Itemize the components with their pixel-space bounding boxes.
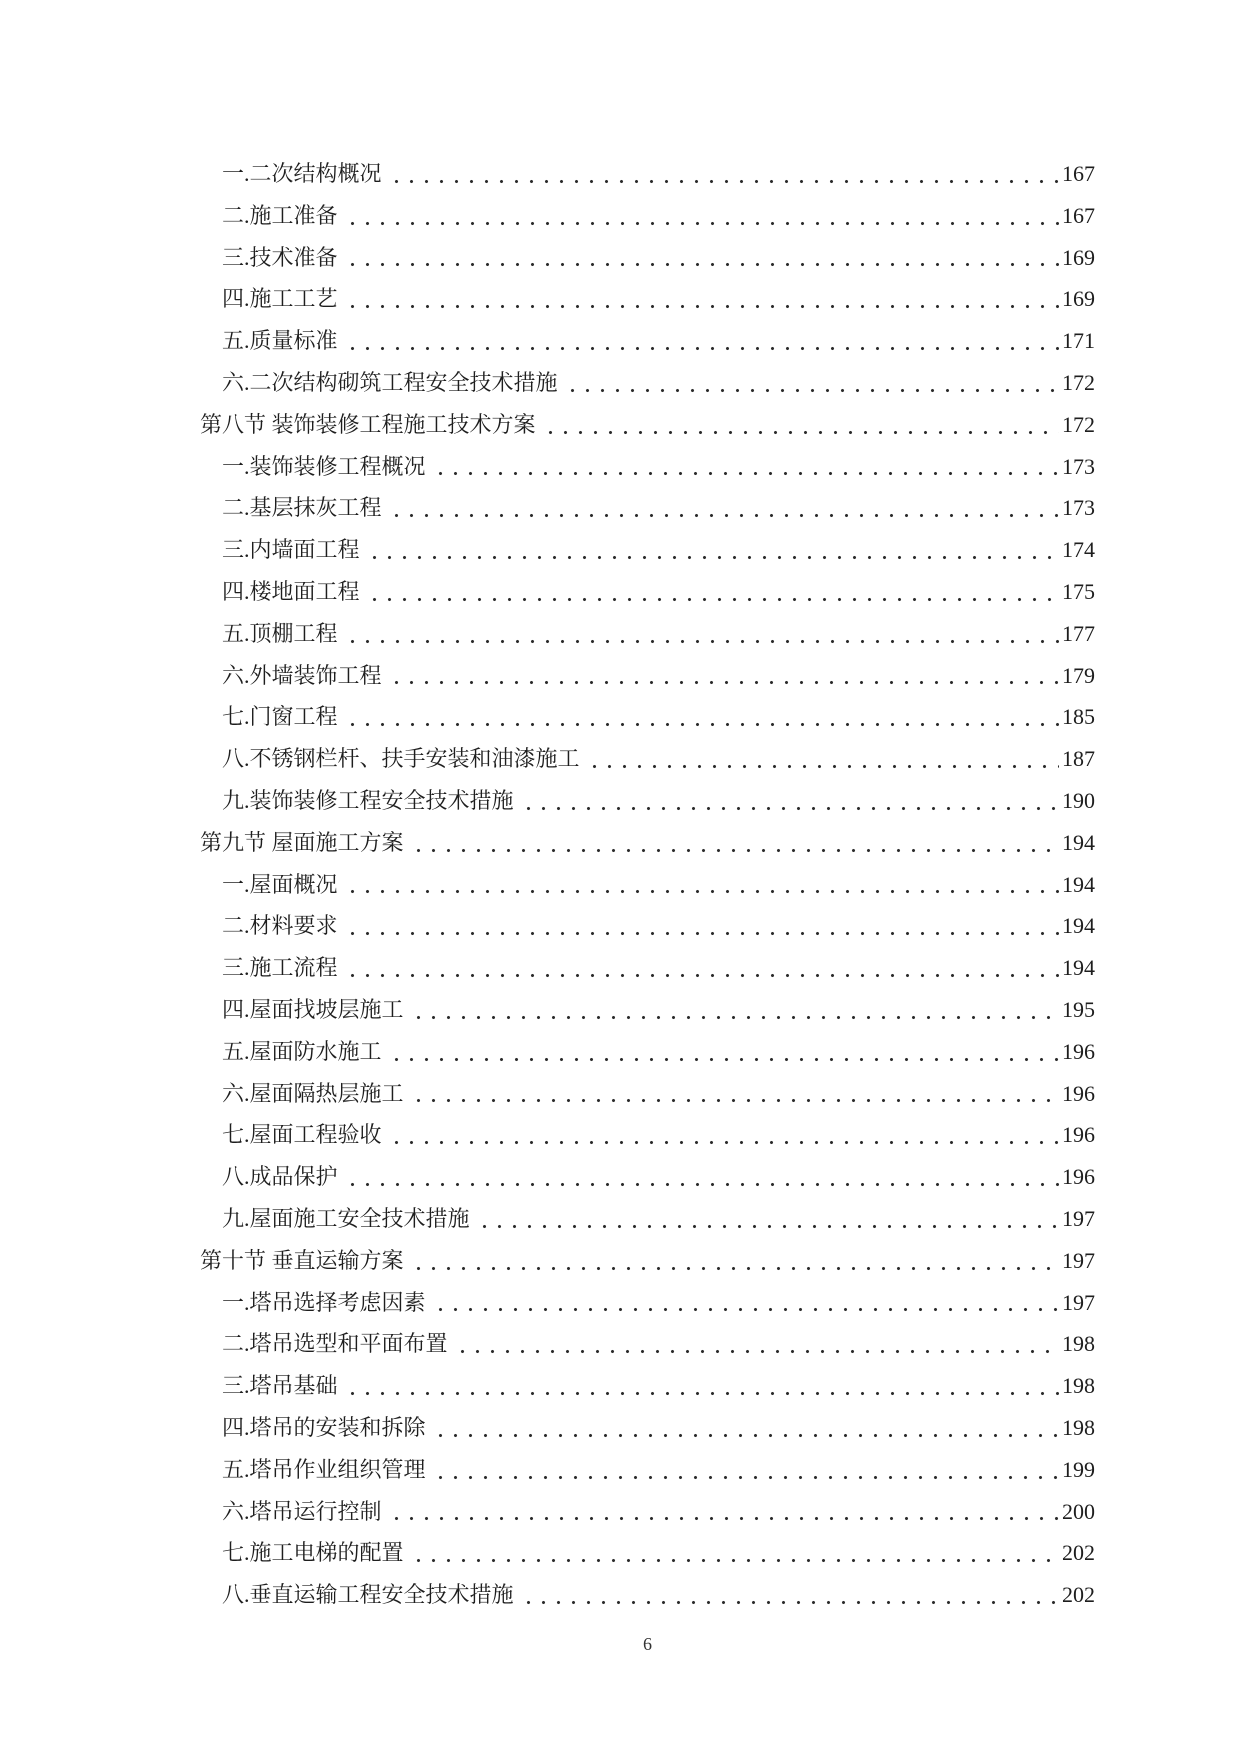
- toc-page-number: 202: [1062, 1582, 1095, 1608]
- toc-label: 六.外墙装饰工程: [222, 662, 382, 688]
- toc-dot-leader: [433, 1460, 1059, 1480]
- toc-entry: [200, 237, 1095, 279]
- toc-page-number: 179: [1062, 662, 1095, 688]
- toc-entry: [200, 1532, 1095, 1574]
- toc-page-number: 169: [1062, 286, 1095, 312]
- toc-label: 二.塔吊选型和平面布置: [222, 1331, 448, 1357]
- toc-entry: [200, 571, 1095, 613]
- page-number: 6: [643, 1634, 652, 1654]
- toc-dot-leader: [433, 456, 1059, 476]
- toc-dot-leader: [477, 1209, 1059, 1229]
- toc-entry: [200, 655, 1095, 697]
- toc-entry: [200, 487, 1095, 529]
- toc-entry: [200, 1282, 1095, 1324]
- toc-section-heading: [200, 404, 1095, 446]
- toc-entry: [200, 1114, 1095, 1156]
- toc-dot-leader: [345, 916, 1059, 936]
- toc-label: 五.质量标准: [222, 328, 338, 354]
- toc-page-number: 175: [1062, 578, 1095, 604]
- toc-label: 二.基层抹灰工程: [222, 495, 382, 521]
- toc-label: 五.塔吊作业组织管理: [222, 1456, 426, 1482]
- toc-dot-leader: [587, 749, 1059, 769]
- toc-label: 七.屋面工程验收: [222, 1122, 382, 1148]
- toc-label: 五.屋面防水施工: [222, 1038, 382, 1064]
- toc-entry: [200, 320, 1095, 362]
- toc-entry: [200, 696, 1095, 738]
- toc-dot-leader: [345, 331, 1059, 351]
- toc-label: 四.屋面找坡层施工: [222, 996, 404, 1022]
- toc-page-number: 194: [1062, 955, 1095, 981]
- toc-label: 四.塔吊的安装和拆除: [222, 1414, 426, 1440]
- toc-label: 六.屋面隔热层施工: [222, 1080, 404, 1106]
- toc-dot-leader: [389, 1042, 1059, 1062]
- toc-page-number: 171: [1062, 328, 1095, 354]
- toc-page-number: 172: [1062, 411, 1095, 437]
- toc-page-number: 197: [1062, 1289, 1095, 1315]
- toc-label: 八.垂直运输工程安全技术措施: [222, 1582, 514, 1608]
- toc-dot-leader: [521, 1585, 1059, 1605]
- toc-label: 三.技术准备: [222, 244, 338, 270]
- toc-label: 第八节 装饰装修工程施工技术方案: [200, 411, 536, 437]
- toc-dot-leader: [543, 415, 1059, 435]
- toc-dot-leader: [345, 874, 1059, 894]
- toc-label: 三.施工流程: [222, 955, 338, 981]
- toc-dot-leader: [411, 833, 1059, 853]
- toc-page-number: 173: [1062, 495, 1095, 521]
- toc-label: 二.施工准备: [222, 202, 338, 228]
- toc-page-number: 167: [1062, 161, 1095, 186]
- toc-page-number: 167: [1062, 202, 1095, 228]
- toc-page-number: 187: [1062, 746, 1095, 772]
- toc-page-number: 190: [1062, 787, 1095, 813]
- toc-label: 一.塔吊选择考虑因素: [222, 1289, 426, 1315]
- toc-page-number: 195: [1062, 996, 1095, 1022]
- toc-page-number: 194: [1062, 913, 1095, 939]
- toc-entry: [200, 1031, 1095, 1073]
- toc-entry: [200, 362, 1095, 404]
- toc-page-number: 196: [1062, 1038, 1095, 1064]
- toc-page-number: 196: [1062, 1080, 1095, 1106]
- toc-dot-leader: [389, 1125, 1059, 1145]
- toc-dot-leader: [345, 1167, 1059, 1187]
- toc-dot-leader: [389, 1501, 1059, 1521]
- table-of-contents: [200, 153, 1095, 1616]
- toc-label: 第十节 垂直运输方案: [200, 1247, 404, 1273]
- toc-page-number: 198: [1062, 1373, 1095, 1399]
- toc-entry: [200, 153, 1095, 195]
- toc-label: 四.施工工艺: [222, 286, 338, 312]
- toc-dot-leader: [433, 1292, 1059, 1312]
- toc-page-number: 198: [1062, 1331, 1095, 1357]
- toc-dot-leader: [389, 665, 1059, 685]
- toc-entry: [200, 613, 1095, 655]
- toc-page-number: 197: [1062, 1205, 1095, 1231]
- toc-dot-leader: [345, 1376, 1059, 1396]
- toc-label: 九.装饰装修工程安全技术措施: [222, 787, 514, 813]
- toc-page-number: 196: [1062, 1164, 1095, 1190]
- toc-dot-leader: [345, 624, 1059, 644]
- toc-dot-leader: [345, 707, 1059, 727]
- toc-dot-leader: [345, 247, 1059, 267]
- toc-label: 九.屋面施工安全技术措施: [222, 1205, 470, 1231]
- toc-label: 八.成品保护: [222, 1164, 338, 1190]
- toc-page-number: 197: [1062, 1247, 1095, 1273]
- toc-page-number: 199: [1062, 1456, 1095, 1482]
- toc-dot-leader: [455, 1334, 1059, 1354]
- toc-label: 三.塔吊基础: [222, 1373, 338, 1399]
- toc-page-number: 198: [1062, 1414, 1095, 1440]
- toc-label: 八.不锈钢栏杆、扶手安装和油漆施工: [222, 746, 580, 772]
- toc-entry: [200, 1574, 1095, 1616]
- toc-label: 一.二次结构概况: [222, 161, 382, 186]
- toc-page-number: 177: [1062, 620, 1095, 646]
- toc-entry: [200, 1073, 1095, 1115]
- toc-label: 一.屋面概况: [222, 871, 338, 897]
- toc-section-heading: [200, 822, 1095, 864]
- toc-label: 二.材料要求: [222, 913, 338, 939]
- toc-page-number: 202: [1062, 1540, 1095, 1566]
- toc-entry: [200, 1323, 1095, 1365]
- toc-page-number: 200: [1062, 1498, 1095, 1524]
- toc-dot-leader: [345, 289, 1059, 309]
- toc-dot-leader: [367, 540, 1059, 560]
- toc-entry: [200, 1491, 1095, 1533]
- toc-dot-leader: [411, 1000, 1059, 1020]
- toc-page-number: 196: [1062, 1122, 1095, 1148]
- toc-dot-leader: [367, 582, 1059, 602]
- toc-dot-leader: [565, 373, 1059, 393]
- toc-label: 七.施工电梯的配置: [222, 1540, 404, 1566]
- toc-label: 第九节 屋面施工方案: [200, 829, 404, 855]
- toc-page-number: 194: [1062, 829, 1095, 855]
- toc-label: 七.门窗工程: [222, 704, 338, 730]
- toc-page-number: 194: [1062, 871, 1095, 897]
- toc-label: 六.塔吊运行控制: [222, 1498, 382, 1524]
- toc-dot-leader: [411, 1251, 1059, 1271]
- toc-label: 五.顶棚工程: [222, 620, 338, 646]
- toc-dot-leader: [345, 958, 1059, 978]
- toc-page-number: 169: [1062, 244, 1095, 270]
- toc-page-number: 174: [1062, 537, 1095, 563]
- toc-label: 四.楼地面工程: [222, 578, 360, 604]
- toc-section-heading: [200, 1240, 1095, 1282]
- toc-entry: [200, 1365, 1095, 1407]
- toc-entry: [200, 905, 1095, 947]
- toc-dot-leader: [411, 1083, 1059, 1103]
- toc-entry: [200, 864, 1095, 906]
- toc-dot-leader: [521, 791, 1059, 811]
- toc-dot-leader: [345, 206, 1059, 226]
- toc-label: 三.内墙面工程: [222, 537, 360, 563]
- toc-entry: [200, 738, 1095, 780]
- toc-entry: [200, 780, 1095, 822]
- toc-entry: [200, 947, 1095, 989]
- toc-entry: [200, 278, 1095, 320]
- toc-dot-leader: [411, 1543, 1059, 1563]
- toc-entry: [200, 529, 1095, 571]
- toc-entry: [200, 1407, 1095, 1449]
- toc-entry: [200, 1449, 1095, 1491]
- toc-dot-leader: [433, 1418, 1059, 1438]
- toc-label: 六.二次结构砌筑工程安全技术措施: [222, 369, 558, 395]
- toc-page-number: 185: [1062, 704, 1095, 730]
- toc-dot-leader: [389, 164, 1059, 184]
- toc-entry: [200, 1198, 1095, 1240]
- toc-entry: [200, 195, 1095, 237]
- toc-entry: [200, 446, 1095, 488]
- toc-label: 一.装饰装修工程概况: [222, 453, 426, 479]
- toc-entry: [200, 989, 1095, 1031]
- toc-page-number: 172: [1062, 369, 1095, 395]
- toc-dot-leader: [389, 498, 1059, 518]
- toc-entry: [200, 1156, 1095, 1198]
- toc-page-number: 173: [1062, 453, 1095, 479]
